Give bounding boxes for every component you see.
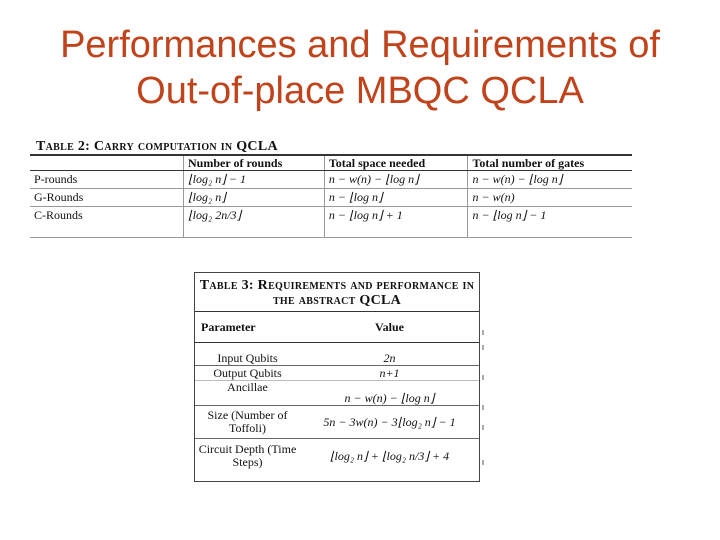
- table2-grid: [30, 154, 632, 238]
- table2-header-space: Total space needed: [324, 155, 468, 171]
- scan-edge-marks: [481, 325, 485, 475]
- slide-title-line2: Out-of-place MBQC QCLA: [136, 70, 584, 112]
- table2-header-rounds: Number of rounds: [184, 155, 325, 171]
- param-value: ⌊log₂ n⌋ + ⌊log₂ n/3⌋ + 4: [329, 448, 450, 463]
- formula-cell: n − w(n) − ⌊log n⌋: [324, 171, 468, 189]
- table-row: [30, 207, 632, 238]
- carry-computation-table: [30, 138, 632, 238]
- param-value: n − w(n) − ⌊log n⌋: [300, 381, 479, 406]
- formula-cell: ⌊log₂ n⌋: [184, 189, 325, 207]
- formula-cell: n − w(n) − ⌊log n⌋: [468, 171, 632, 189]
- formula-cell: ⌊log₂ 2n/3⌋: [184, 207, 325, 238]
- formula-cell: n − w(n): [468, 189, 632, 207]
- formula-cell: n − ⌊log n⌋ − 1: [468, 207, 632, 238]
- requirements-table: [194, 272, 480, 482]
- table3-grid: [195, 312, 479, 473]
- table-row: [195, 381, 479, 406]
- row-label: C-Rounds: [30, 207, 184, 238]
- table3-caption: Table 3: Requirements and performance in the abstract QCLA: [199, 278, 475, 308]
- table3-header-value: Value: [300, 312, 479, 343]
- table3-header-parameter: Parameter: [195, 312, 300, 343]
- param-label: Output Qubits: [195, 366, 300, 381]
- row-label: P-rounds: [30, 171, 184, 189]
- slide-title: [0, 22, 720, 114]
- param-value: n+1: [300, 366, 479, 381]
- param-value: 5n − 3w(n) − 3⌊log₂ n⌋ − 1: [300, 406, 479, 439]
- formula-cell: n − ⌊log n⌋: [324, 189, 468, 207]
- table-row: [30, 171, 632, 189]
- table2-header-gates: Total number of gates: [468, 155, 632, 171]
- table3-header-row: [195, 312, 479, 343]
- param-value: 2n: [300, 343, 479, 366]
- table-row: [30, 189, 632, 207]
- table-row: [195, 439, 479, 474]
- param-label: Circuit Depth (Time Steps): [198, 442, 297, 469]
- table-row: [195, 366, 479, 381]
- formula-cell: ⌊log₂ n⌋ − 1: [184, 171, 325, 189]
- param-label: Size (Number of Toffoli): [195, 406, 300, 439]
- table-row: [195, 406, 479, 439]
- table-row: [195, 343, 479, 366]
- param-label: Ancillae: [195, 381, 300, 406]
- table2-caption: Table 2: Carry computation in QCLA: [36, 139, 278, 154]
- table2-header-empty: [30, 155, 184, 171]
- table2-header-row: [30, 155, 632, 171]
- slide-title-line1: Performances and Requirements of: [60, 24, 660, 66]
- formula-cell: n − ⌊log n⌋ + 1: [324, 207, 468, 238]
- param-label: Input Qubits: [195, 343, 300, 366]
- row-label: G-Rounds: [30, 189, 184, 207]
